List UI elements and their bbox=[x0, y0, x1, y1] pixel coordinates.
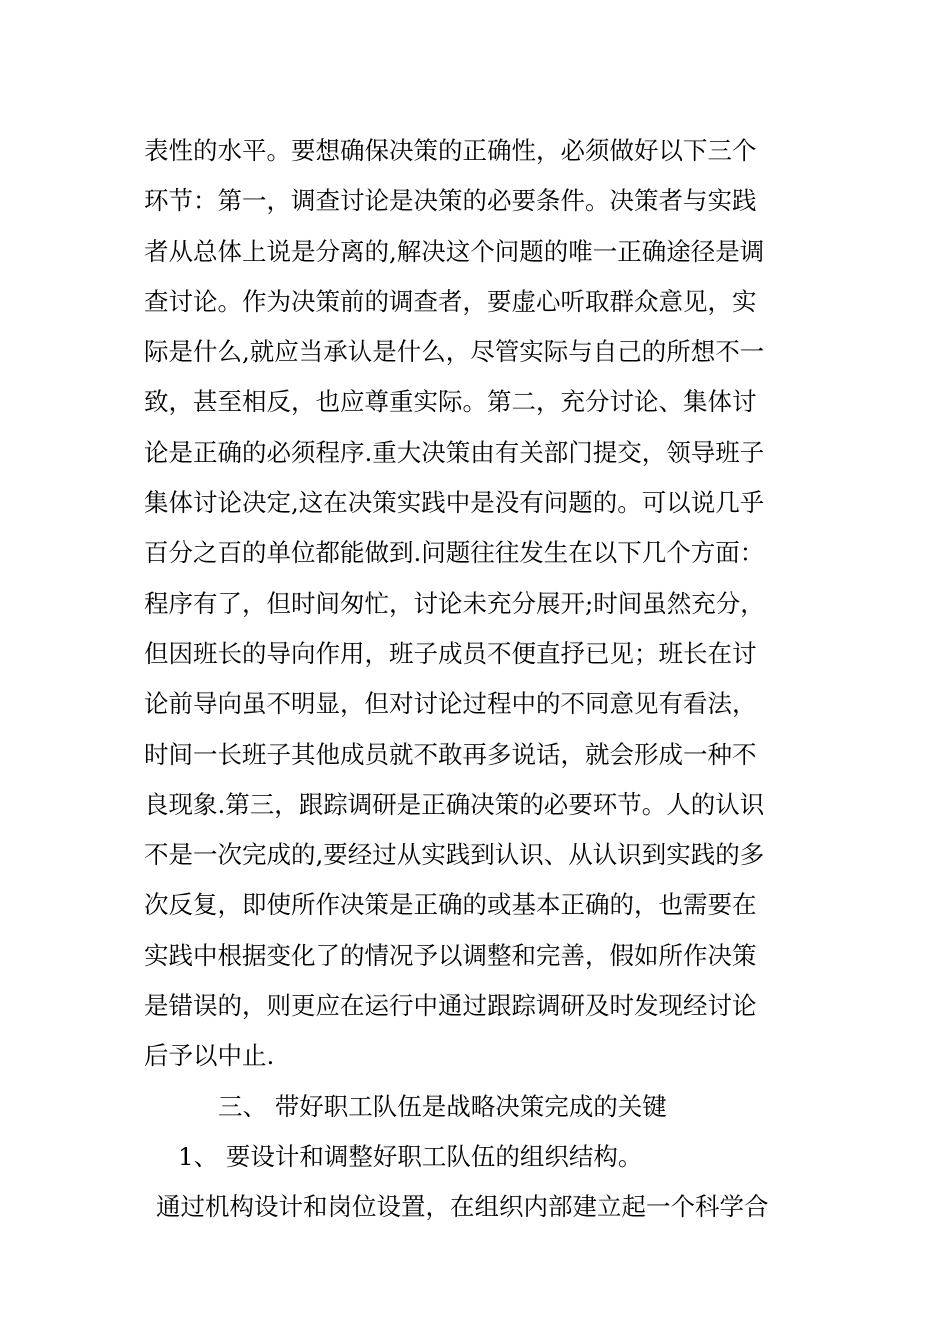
paragraph-start-line: 通过机构设计和岗位设置，在组织内部建立起一个科学合 bbox=[156, 1192, 769, 1222]
body-line-3: 者从总体上说是分离的,解决这个问题的唯一正确途径是调 bbox=[144, 236, 765, 266]
body-line-2: 环节：第一，调查讨论是决策的必要条件。决策者与实践 bbox=[144, 186, 757, 216]
body-line-8: 集体讨论决定,这在决策实践中是没有问题的。可以说几乎 bbox=[144, 488, 765, 518]
section-heading: 三、 带好职工队伍是战略决策完成的关键 bbox=[218, 1091, 667, 1121]
body-line-17: 实践中根据变化了的情况予以调整和完善，假如所作决策 bbox=[144, 940, 757, 970]
body-line-16: 次反复，即使所作决策是正确的或基本正确的，也需要在 bbox=[144, 890, 757, 920]
body-line-10: 程序有了，但时间匆忙，讨论未充分展开;时间虽然充分， bbox=[144, 588, 765, 618]
body-line-18: 是错误的，则更应在运行中通过跟踪调研及时发现经讨论 bbox=[144, 991, 757, 1021]
body-line-12: 论前导向虽不明显，但对讨论过程中的不同意见有看法， bbox=[144, 689, 757, 719]
body-line-11: 但因班长的导向作用，班子成员不便直抒已见；班长在讨 bbox=[144, 638, 757, 668]
body-line-13: 时间一长班子其他成员就不敢再多说话，就会形成一种不 bbox=[144, 739, 757, 769]
body-line-19: 后予以中止. bbox=[144, 1041, 275, 1071]
body-line-6: 致，甚至相反，也应尊重实际。第二，充分讨论、集体讨 bbox=[144, 387, 757, 417]
body-line-7: 论是正确的必须程序.重大决策由有关部门提交，领导班子 bbox=[144, 437, 765, 467]
body-line-15: 不是一次完成的,要经过从实践到认识、从认识到实践的多 bbox=[144, 840, 765, 870]
body-line-4: 查讨论。作为决策前的调查者，要虚心听取群众意见，实 bbox=[144, 286, 757, 316]
body-line-1: 表性的水平。要想确保决策的正确性，必须做好以下三个 bbox=[144, 136, 757, 165]
body-line-5: 际是什么,就应当承认是什么，尽管实际与自己的所想不一 bbox=[144, 337, 765, 367]
body-line-9: 百分之百的单位都能做到.问题往往发生在以下几个方面： bbox=[144, 538, 765, 568]
subsection-heading: 1、 要设计和调整好职工队伍的组织结构。 bbox=[178, 1141, 643, 1171]
body-line-14: 良现象.第三，跟踪调研是正确决策的必要环节。人的认识 bbox=[144, 789, 765, 819]
document-body bbox=[144, 126, 804, 1233]
